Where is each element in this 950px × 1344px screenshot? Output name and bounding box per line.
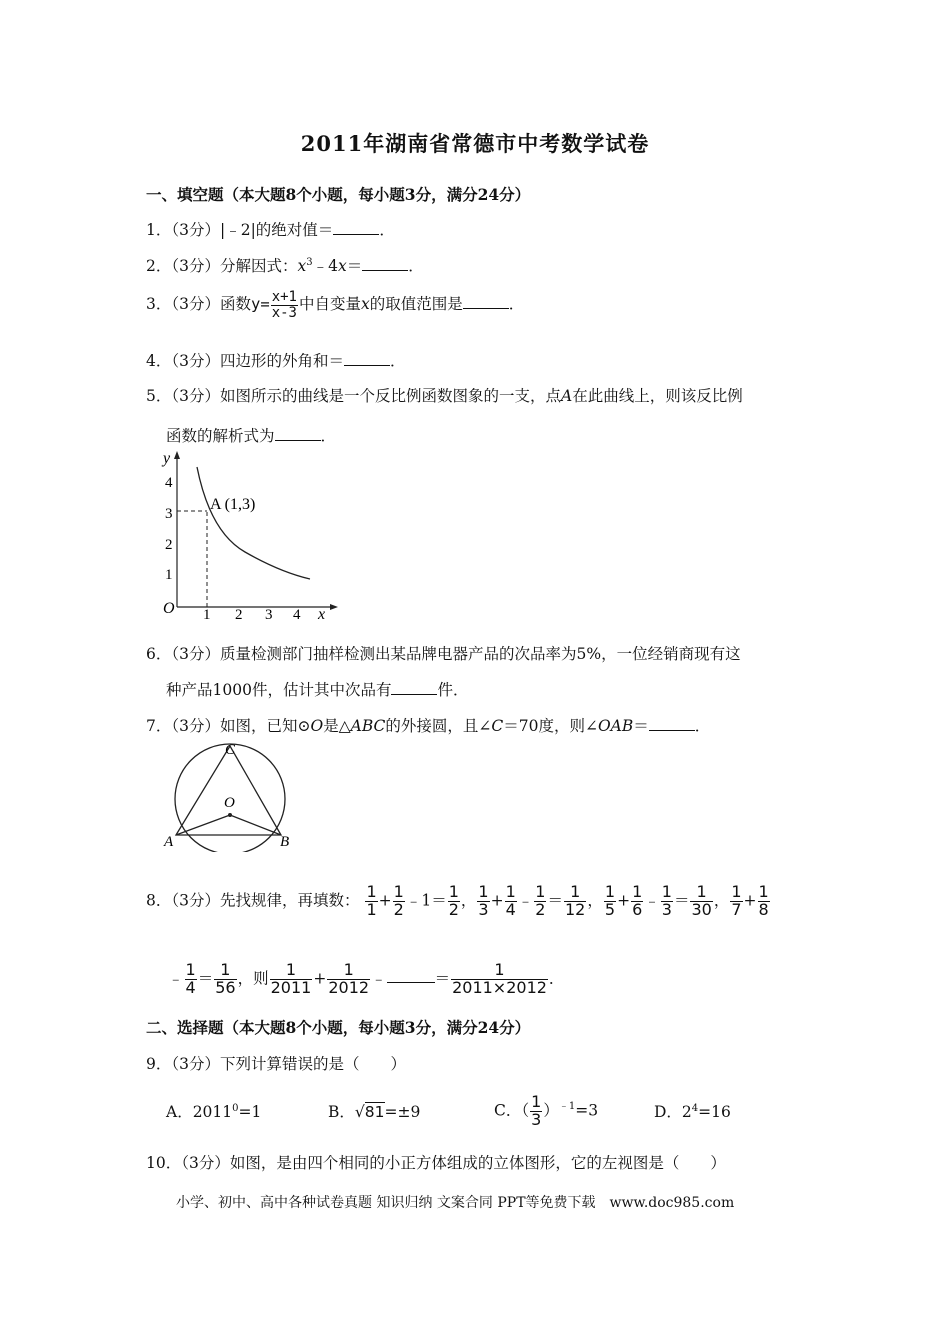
question-8-line1: 8．（3分）先找规律，再填数： $\frac{1}{1}$ + $\frac{1}{2}$ ﹣1＝ $\frac{1}{2}$ ， $\frac{1}{3}$ + $\frac{1}{4}$ ﹣ $\frac{1}{2}$ ＝ $\frac{1}{12}$ ， $\frac{1}{5}$ + $\frac{1}{6}$ ﹣ $\frac{1}{3}$ ＝ $\frac{1}{30}$ ， $\frac{1}{7}$ + $\frac{1}{8}$ bbox=[146, 882, 769, 919]
q3-mid: 中自变量 bbox=[298, 295, 361, 314]
q3-numerator: x+1 bbox=[271, 289, 297, 305]
frac-num: 1 bbox=[564, 884, 586, 902]
question-3 bbox=[146, 290, 524, 320]
comma: ， bbox=[713, 891, 730, 910]
question-5-line1 bbox=[146, 384, 743, 406]
x-tick-2: 2 bbox=[235, 607, 243, 622]
q2-var: x bbox=[297, 257, 307, 275]
frac-num: 1 bbox=[690, 884, 712, 902]
frac-num: 1 bbox=[393, 882, 404, 901]
frac-den: 8 bbox=[758, 899, 769, 919]
q5-end: ． bbox=[320, 427, 337, 445]
page-footer: 小学、初中、高中各种试卷真题 知识归纳 文案合同 PPT等免费下载 www.doc985.com bbox=[176, 1195, 735, 1211]
comma: ， bbox=[237, 969, 254, 988]
eq: ＝ bbox=[673, 891, 690, 910]
frac-den: 4 bbox=[185, 977, 196, 997]
q5-score: （3分） bbox=[171, 387, 220, 405]
frac bbox=[631, 884, 643, 919]
option-c-close: ） bbox=[543, 1101, 559, 1120]
q4-text: 四边形的外角和＝ bbox=[220, 352, 345, 370]
frac-den: 2011×2012 bbox=[452, 977, 547, 997]
question-2 bbox=[146, 254, 424, 276]
q9-number: 9． bbox=[146, 1055, 172, 1073]
q3-number: 3． bbox=[146, 295, 172, 314]
frac-den: 6 bbox=[632, 899, 643, 919]
y-axis-label: y bbox=[163, 450, 171, 467]
option-c-exp: ﹣1 bbox=[558, 1101, 576, 1113]
q7-oab: OAB bbox=[597, 717, 634, 735]
minus: ﹣ bbox=[168, 969, 184, 988]
frac-den: 3 bbox=[661, 899, 672, 919]
q2-end: ． bbox=[408, 257, 424, 275]
option-d-exp: 4 bbox=[691, 1102, 699, 1114]
minus: ﹣ bbox=[644, 891, 660, 910]
frac-den: 3 bbox=[478, 899, 489, 919]
frac-num: 1 bbox=[505, 882, 516, 901]
q4-end: ． bbox=[390, 352, 406, 370]
option-a-exp: 0 bbox=[232, 1102, 239, 1114]
point-a-label: A (1,3) bbox=[210, 496, 256, 513]
comma: ， bbox=[587, 891, 603, 910]
q7-score: （3分） bbox=[171, 717, 220, 735]
option-d-text: D．2 bbox=[654, 1103, 692, 1121]
q2-var2: x bbox=[338, 257, 347, 275]
eq: ＝ bbox=[547, 891, 563, 910]
q3-score: （3分） bbox=[171, 295, 220, 314]
frac bbox=[365, 884, 377, 919]
frac bbox=[327, 962, 370, 997]
frac-num: 1 bbox=[731, 882, 742, 901]
option-a-end: =1 bbox=[238, 1103, 262, 1121]
q1-answer-blank[interactable] bbox=[333, 219, 379, 236]
q7-number: 7． bbox=[146, 717, 172, 735]
q6-answer-blank[interactable] bbox=[391, 679, 437, 696]
q2-score: （3分） bbox=[171, 257, 220, 275]
option-c-text: C．（ bbox=[494, 1101, 530, 1120]
q1-text: |﹣2|的绝对值＝ bbox=[220, 221, 334, 239]
x-tick-4: 4 bbox=[293, 607, 301, 622]
q3-fraction bbox=[271, 290, 298, 320]
q7-eq: ＝ bbox=[633, 717, 649, 735]
frac bbox=[758, 884, 770, 919]
option-d-end: =16 bbox=[698, 1103, 731, 1121]
x-tick-3: 3 bbox=[265, 607, 273, 622]
q9-option-d[interactable] bbox=[654, 1100, 731, 1122]
q10-text: 如图，是由四个相同的小正方体组成的立体图形，它的左视图是（ ） bbox=[229, 1154, 726, 1172]
frac bbox=[214, 962, 236, 997]
q2-number: 2． bbox=[146, 257, 172, 275]
q9-score: （3分） bbox=[171, 1055, 220, 1073]
y-tick-1: 1 bbox=[165, 567, 173, 583]
q4-answer-blank[interactable] bbox=[344, 350, 390, 367]
q9-option-c[interactable] bbox=[494, 1094, 598, 1129]
frac-num: 1 bbox=[448, 882, 459, 901]
frac-num: 1 bbox=[632, 882, 643, 901]
section-fill-in-heading: 一、填空题（本大题8个小题，每小题3分，满分24分） bbox=[146, 185, 531, 204]
frac-num: 1 bbox=[604, 882, 616, 901]
segment-ob bbox=[230, 815, 281, 835]
q5-text-b: 在此曲线上，则该反比例 bbox=[572, 387, 743, 405]
frac-den: 2 bbox=[448, 899, 459, 919]
q6-score: （3分） bbox=[171, 645, 220, 663]
option-b-end: =±9 bbox=[384, 1103, 421, 1121]
frac-den: 4 bbox=[505, 899, 516, 919]
q9-option-a[interactable] bbox=[166, 1100, 261, 1122]
segment-oa bbox=[176, 815, 230, 835]
option-c-fraction bbox=[530, 1094, 542, 1129]
q1-number: 1． bbox=[146, 221, 172, 239]
y-tick-4: 4 bbox=[165, 475, 173, 491]
frac-num: 1 bbox=[478, 882, 489, 901]
q5-point-a: A bbox=[561, 387, 573, 405]
x-axis-arrow bbox=[330, 604, 338, 610]
q3-end: ． bbox=[508, 295, 525, 314]
option-b-text: B． bbox=[328, 1103, 355, 1121]
q8-score: （3分） bbox=[171, 891, 220, 910]
q7-o: O bbox=[310, 717, 324, 735]
q8-minus-one: ﹣1＝ bbox=[405, 891, 447, 910]
y-tick-2: 2 bbox=[165, 537, 173, 553]
circumcircle-figure bbox=[160, 740, 300, 852]
label-a: A bbox=[164, 834, 174, 850]
q7-pre: 如图，已知⊙ bbox=[220, 717, 311, 735]
frac-den: 2012 bbox=[328, 977, 370, 997]
q6-text-a: 质量检测部门抽样检测出某品牌电器产品的次品率为5%，一位经销商现有这 bbox=[220, 645, 741, 663]
frac-num: 1 bbox=[661, 882, 672, 901]
frac bbox=[690, 884, 712, 919]
frac bbox=[448, 884, 460, 919]
frac-den: 12 bbox=[565, 899, 586, 919]
label-c: C bbox=[225, 742, 236, 758]
q1-score: （3分） bbox=[171, 221, 220, 239]
option-c-den: 3 bbox=[531, 1109, 542, 1129]
origin-label: O bbox=[163, 600, 175, 617]
q8-answer-blank[interactable] bbox=[387, 967, 435, 984]
q1-end: ． bbox=[379, 221, 395, 239]
q2-eq: ＝ bbox=[346, 257, 363, 275]
question-5-line2 bbox=[166, 424, 336, 446]
q10-score: （3分） bbox=[181, 1154, 230, 1172]
question-8-line2: ﹣ $\frac{1}{4}$ ＝ $\frac{1}{56}$ ，则 $\frac{1}{2011}$ + $\frac{1}{2012}$ ﹣ ＝ $\frac{1}{2011\times 2012}$ ． bbox=[168, 960, 565, 997]
frac-num: 1 bbox=[535, 882, 546, 901]
frac bbox=[604, 884, 616, 919]
q4-score: （3分） bbox=[171, 352, 220, 370]
q7-mid3: ＝70度，则∠ bbox=[503, 717, 598, 735]
option-c-result: =3 bbox=[575, 1101, 599, 1120]
question-4 bbox=[146, 349, 406, 371]
y-axis-arrow bbox=[174, 451, 180, 459]
frac bbox=[451, 962, 548, 997]
frac-num: 1 bbox=[327, 962, 370, 980]
sqrt-icon: √ bbox=[354, 1103, 365, 1121]
q5-answer-blank[interactable] bbox=[275, 425, 321, 442]
comma: ， bbox=[460, 891, 477, 910]
q5-number: 5． bbox=[146, 387, 172, 405]
frac-num: 1 bbox=[214, 962, 236, 980]
option-c-num: 1 bbox=[531, 1092, 542, 1111]
inverse-function-graph bbox=[155, 447, 345, 622]
x-axis-label: x bbox=[318, 606, 326, 622]
question-6-line1 bbox=[146, 642, 741, 664]
frac-den: 2 bbox=[535, 899, 546, 919]
frac-num: 1 bbox=[270, 962, 313, 980]
q7-abc: ABC bbox=[350, 717, 386, 735]
frac bbox=[185, 962, 197, 997]
frac bbox=[270, 962, 313, 997]
q4-number: 4． bbox=[146, 352, 172, 370]
q3-y: y= bbox=[251, 295, 270, 314]
q8-end: ． bbox=[548, 969, 565, 988]
frac bbox=[505, 884, 517, 919]
q2-answer-blank[interactable] bbox=[362, 255, 408, 272]
question-10 bbox=[146, 1151, 726, 1173]
q3-post: 的取值范围是 bbox=[369, 295, 463, 314]
q8-text: 先找规律，再填数： bbox=[220, 891, 360, 910]
page-title: 2011年湖南省常德市中考数学试卷 bbox=[300, 131, 650, 156]
frac-den: 7 bbox=[731, 899, 742, 919]
q5-text-c: 函数的解析式为 bbox=[166, 427, 275, 445]
frac-den: 56 bbox=[215, 977, 236, 997]
q7-mid1: 是△ bbox=[323, 717, 351, 735]
frac-den: 5 bbox=[604, 899, 616, 919]
hyperbola-curve bbox=[197, 467, 310, 579]
frac bbox=[534, 884, 546, 919]
q3-var: x bbox=[361, 295, 370, 314]
option-a-text: A．2011 bbox=[166, 1103, 233, 1121]
y-tick-3: 3 bbox=[165, 506, 173, 522]
frac bbox=[661, 884, 673, 919]
frac-den: 30 bbox=[691, 899, 712, 919]
minus: ﹣ bbox=[371, 969, 387, 988]
frac-den: 1 bbox=[366, 899, 377, 919]
q7-answer-blank[interactable] bbox=[649, 715, 695, 732]
question-7 bbox=[146, 714, 710, 736]
frac bbox=[477, 884, 489, 919]
q2-text: 分解因式： bbox=[220, 257, 298, 275]
center-point bbox=[228, 813, 232, 817]
frac bbox=[564, 884, 586, 919]
frac bbox=[393, 884, 405, 919]
q5-text-a: 如图所示的曲线是一个反比例函数图象的一支，点 bbox=[220, 387, 562, 405]
q6-number: 6． bbox=[146, 645, 172, 663]
frac-num: 1 bbox=[451, 962, 548, 980]
q8-number: 8． bbox=[146, 891, 172, 910]
section-choice-heading: 二、选择题（本大题8个小题，每小题3分，满分24分） bbox=[146, 1018, 531, 1037]
q6-text-c: 件． bbox=[437, 681, 469, 699]
question-1 bbox=[146, 218, 395, 240]
frac-num: 1 bbox=[185, 960, 196, 979]
label-b: B bbox=[280, 834, 290, 850]
eq: ＝ bbox=[197, 969, 214, 988]
q3-denominator: x-3 bbox=[271, 304, 297, 321]
q7-c: C bbox=[491, 717, 504, 735]
frac-den: 2 bbox=[393, 899, 404, 919]
option-b-radicand: 81 bbox=[364, 1103, 385, 1121]
minus: ﹣ bbox=[517, 891, 534, 910]
q3-answer-blank[interactable] bbox=[463, 293, 509, 310]
frac-num: 1 bbox=[758, 882, 769, 901]
q9-text: 下列计算错误的是（ ） bbox=[220, 1055, 407, 1073]
q7-mid2: 的外接圆，且∠ bbox=[385, 717, 492, 735]
q3-pre: 函数 bbox=[220, 295, 252, 314]
x-tick-1: 1 bbox=[203, 607, 211, 622]
q10-number: 10． bbox=[146, 1154, 182, 1172]
q7-end: ． bbox=[694, 717, 711, 735]
q2-exponent: 3 bbox=[306, 256, 313, 268]
frac-den: 2011 bbox=[270, 977, 312, 997]
q2-minus: ﹣4 bbox=[312, 257, 339, 275]
question-9 bbox=[146, 1052, 406, 1074]
question-6-line2 bbox=[166, 678, 468, 700]
frac-num: 1 bbox=[366, 882, 377, 901]
eq: ＝ bbox=[434, 969, 451, 988]
q8-then: 则 bbox=[253, 969, 269, 988]
q6-text-b: 种产品1000件，估计其中次品有 bbox=[166, 681, 392, 699]
frac bbox=[730, 884, 742, 919]
label-o: O bbox=[224, 795, 235, 811]
q9-option-b[interactable] bbox=[328, 1100, 420, 1122]
